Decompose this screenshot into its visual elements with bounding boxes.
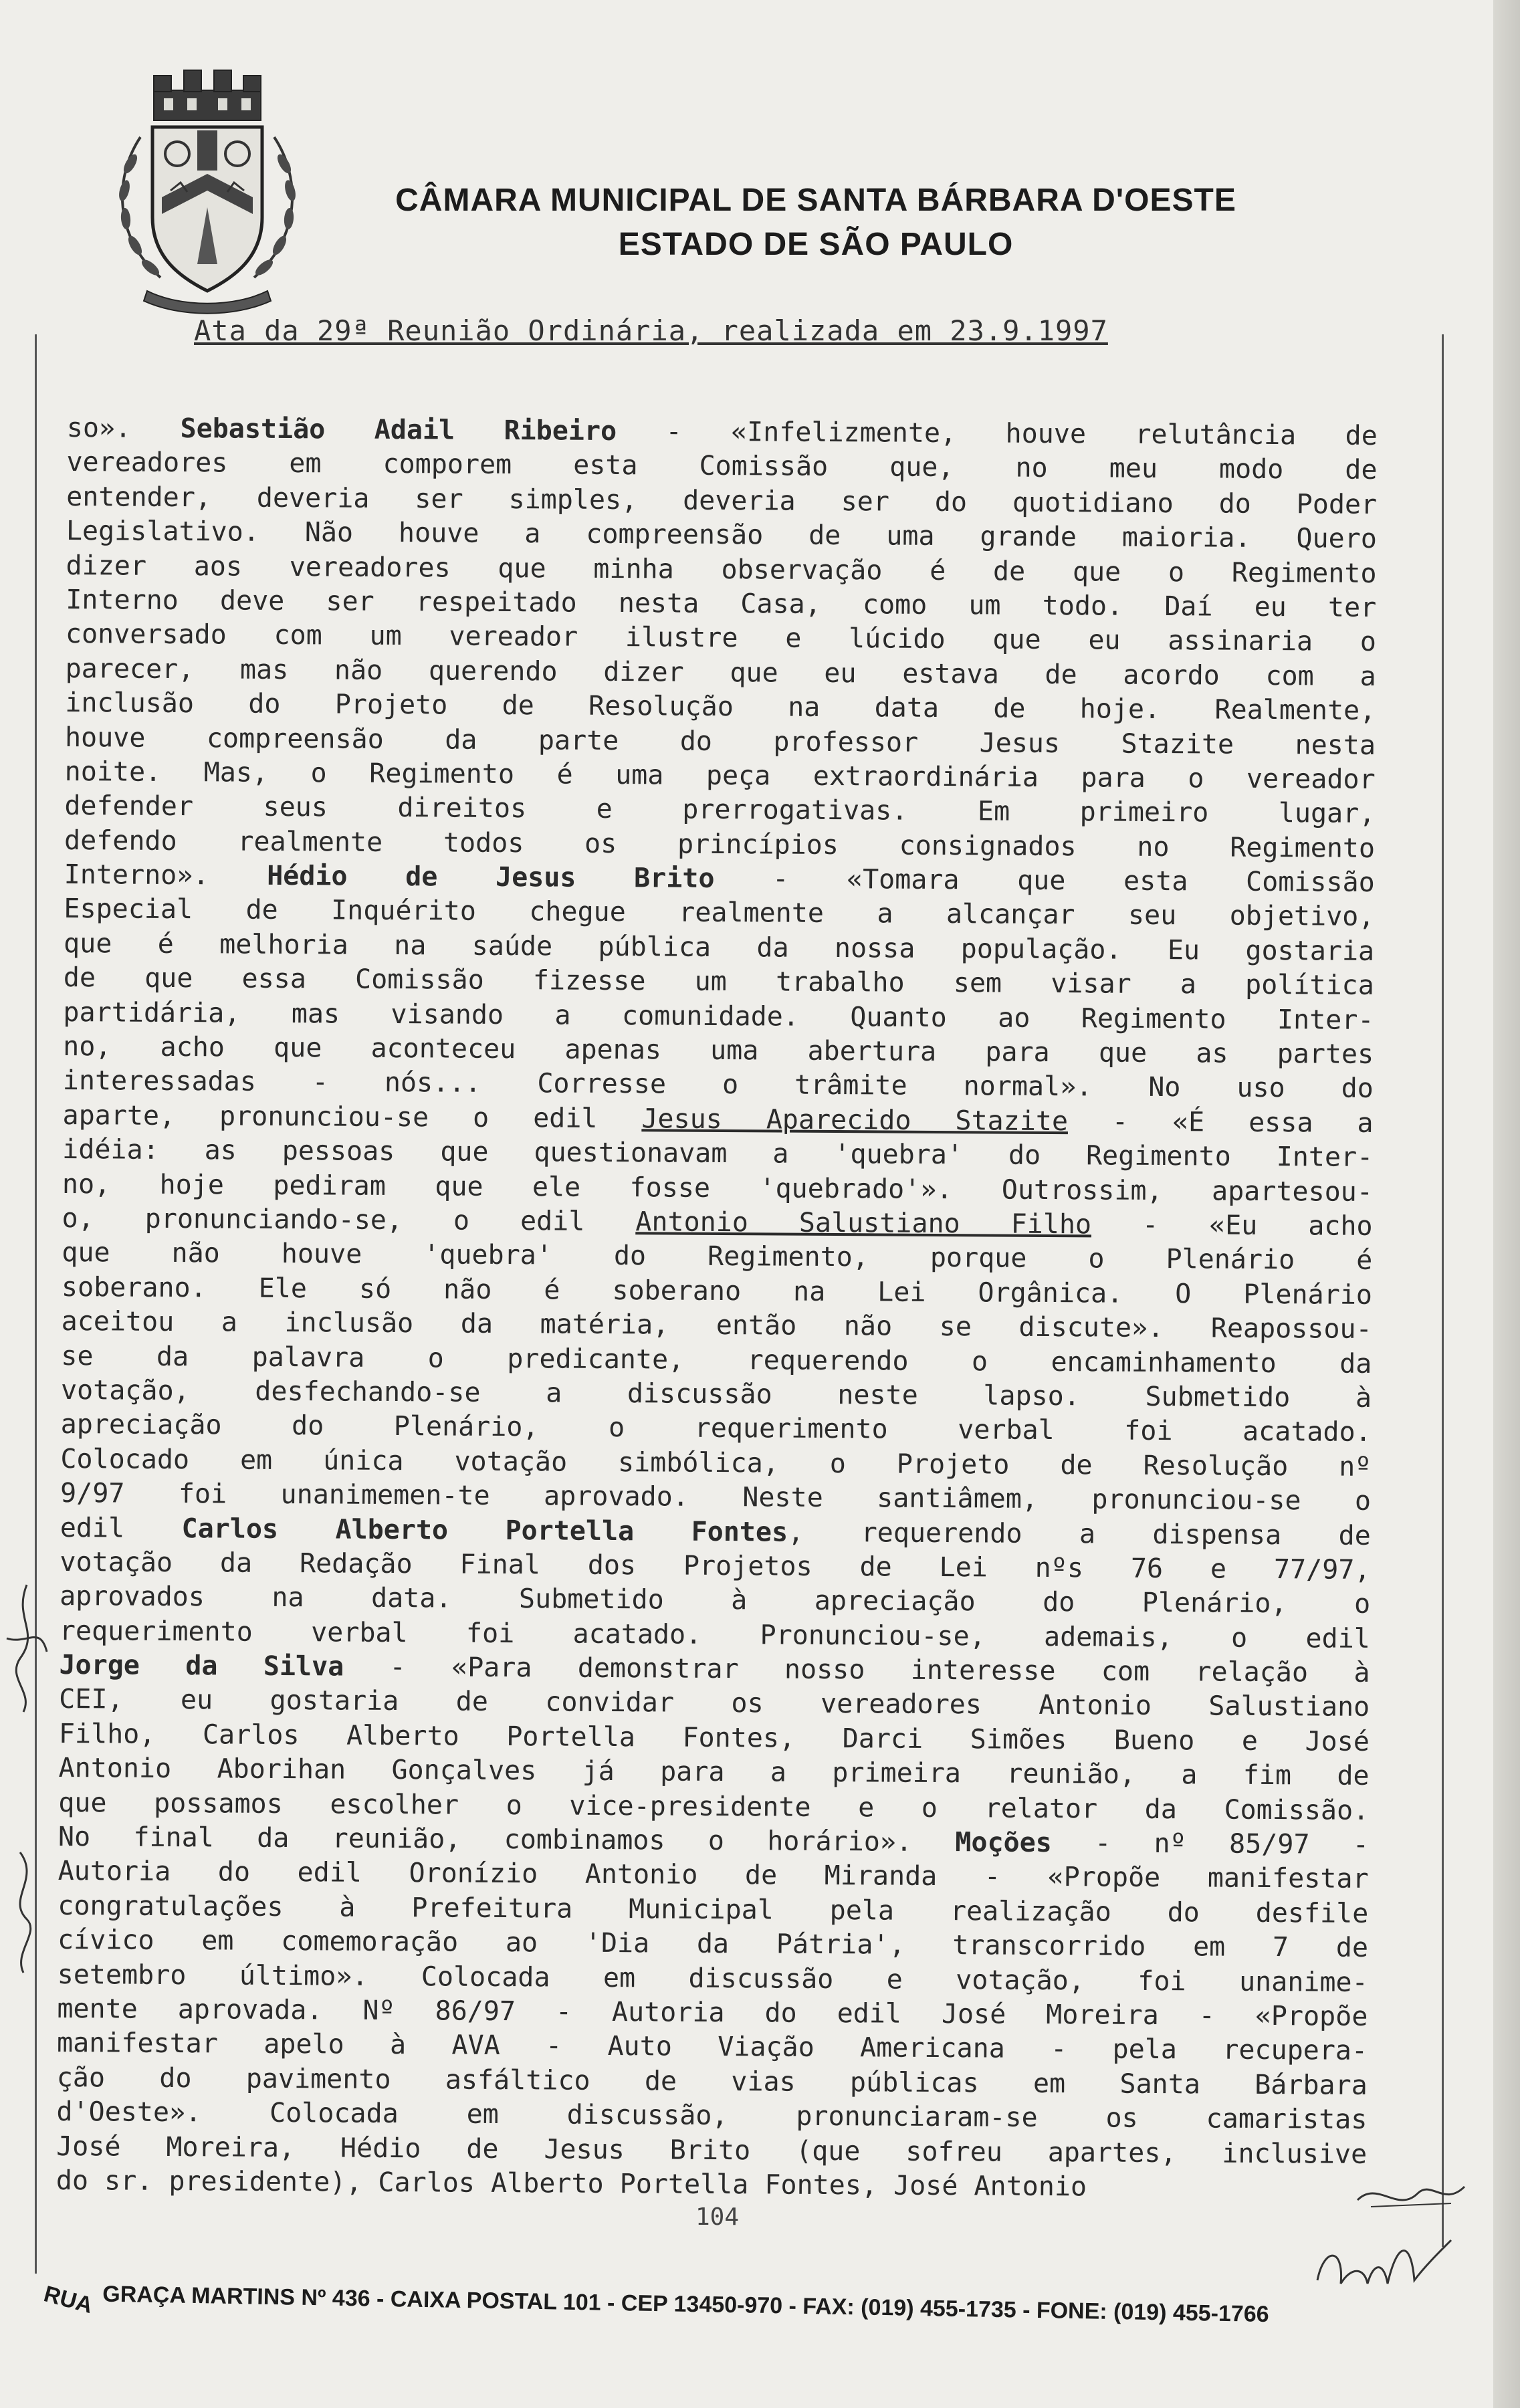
body-text-segment: d'Oeste». Colocada em discussão, pronunciaram-se os camaristas — [56, 2096, 1368, 2136]
body-text-segment: no, acho que aconteceu apenas uma abertura para que as partes — [63, 1031, 1374, 1070]
body-text-segment: José Moreira, Hédio de Jesus Brito (que sofreu apartes, inclusive — [56, 2130, 1368, 2170]
body-text-segment: setembro último». Colocada em discussão e votação, foi unanime- — [57, 1959, 1368, 1998]
speaker-name: Moções — [955, 1827, 1052, 1859]
body-text-segment: interessadas - nós... Corresse o trâmite normal». No uso do — [62, 1065, 1374, 1105]
body-text-segment: manifestar apelo à AVA - Auto Viação Americana - pela recupera- — [56, 2028, 1368, 2067]
body-text-segment: idéia: as pessoas que questionavam a 'quebra' do Regimento Inter- — [62, 1134, 1374, 1174]
minutes-title: Ata da 29ª Reunião Ordinária, realizada em 23.9.1997 — [194, 314, 1108, 347]
body-text-segment: mente aprovada. Nº 86/97 - Autoria do edil José Moreira - «Propõe — [57, 1993, 1368, 2032]
body-text-segment: entender, deveria ser simples, deveria ser do quotidiano do Poder — [66, 481, 1378, 520]
body-text-segment: defendo realmente todos os princípios consignados no Regimento — [64, 825, 1376, 864]
bottom-signature — [1311, 2227, 1464, 2307]
underlined-name: Jesus Aparecido Stazite — [641, 1103, 1069, 1137]
body-text-segment: inclusão do Projeto de Resolução na data de hoje. Realmente, — [65, 687, 1376, 727]
minutes-body — [56, 411, 1378, 2206]
body-text-segment: CEI, eu gostaria de convidar os vereadores Antonio Salustiano — [59, 1684, 1370, 1723]
body-text-segment: requerimento verbal foi acatado. Pronunciou-se, ademais, o edil — [59, 1615, 1370, 1654]
body-text-segment: parecer, mas não querendo dizer que eu estava de acordo com a — [65, 653, 1376, 692]
body-text-segment: cívico em comemoração ao 'Dia da Pátria', transcorrido em 7 de — [57, 1925, 1369, 1964]
body-text-segment: se da palavra o predicante, requerendo o encaminhamento da — [61, 1340, 1372, 1380]
underlined-name: Antonio Salustiano Filho — [635, 1206, 1092, 1240]
body-text-segment: - «Para demonstrar nosso interesse com relação à — [344, 1651, 1370, 1688]
body-text-segment: o, pronunciando-se, o edil — [62, 1202, 636, 1238]
speaker-name: Carlos Alberto Portella Fontes — [181, 1513, 788, 1548]
body-text-segment: defender seus direitos e prerrogativas. Em primeiro lugar, — [64, 790, 1376, 830]
body-text-segment: apreciação do Plenário, o requerimento verbal foi acatado. — [60, 1409, 1372, 1448]
body-text-segment: - «Infelizmente, houve relutância de — [616, 416, 1378, 451]
speaker-name: Jorge da Silva — [59, 1650, 344, 1682]
body-text-segment: partidária, mas visando a comunidade. Quanto ao Regimento Inter- — [63, 996, 1374, 1036]
body-text-segment: aprovados na data. Submetido à apreciação do Plenário, o — [60, 1581, 1371, 1620]
body-text-segment: Autoria do edil Oronízio Antonio de Miranda - «Propõe manifestar — [58, 1856, 1369, 1895]
body-text-segment: no, hoje pediram que ele fosse 'quebrado'». Outrossim, apartesou- — [62, 1168, 1374, 1208]
body-text-segment: conversado com um vereador ilustre e lúcido que eu assinaria o — [65, 619, 1377, 658]
body-text-segment: - «É essa a — [1067, 1105, 1374, 1139]
body-text-segment: edil — [60, 1512, 182, 1544]
left-margin-rule — [35, 334, 37, 2274]
body-text-segment: votação, desfechando-se a discussão neste lapso. Submetido à — [60, 1374, 1372, 1414]
body-text-segment: de que essa Comissão fizesse um trabalho sem visar a política — [63, 962, 1374, 1002]
page-number: 104 — [695, 2203, 740, 2231]
state-name: ESTADO DE SÃO PAULO — [618, 227, 1014, 262]
body-text-segment: Interno deve ser respeitado nesta Casa, como um todo. Daí eu ter — [66, 584, 1377, 623]
body-text-segment: Antonio Aborihan Gonçalves já para a primeira reunião, a fim de — [58, 1753, 1370, 1792]
body-text-segment: , requerendo a dispensa de — [788, 1517, 1371, 1551]
body-text-segment: Filho, Carlos Alberto Portella Fontes, Darci Simões Bueno e José — [58, 1718, 1370, 1757]
coat-of-arms-icon — [100, 64, 314, 318]
body-text-segment: aparte, pronunciou-se o edil — [62, 1099, 642, 1135]
footer-address-prefix: RUA — [41, 2281, 96, 2319]
binding-edge — [1493, 0, 1520, 2408]
margin-signature-2 — [0, 1846, 47, 1979]
body-text-segment: Legislativo. Não houve a compreensão de uma grande maioria. Quero — [66, 516, 1378, 555]
body-text-segment: - nº 85/97 - — [1051, 1828, 1370, 1860]
body-text-segment: 9/97 foi unanimemen-te aprovado. Neste santiâmem, pronunciou-se o — [60, 1478, 1372, 1517]
speaker-name: Sebastião Adail Ribeiro — [180, 413, 617, 447]
body-text-segment: soberano. Ele só não é soberano na Lei Orgânica. O Plenário — [61, 1271, 1373, 1311]
body-text-segment: que não houve 'quebra' do Regimento, porque o Plenário é — [62, 1237, 1373, 1277]
body-text-segment: houve compreensão da parte do professor Jesus Stazite nesta — [64, 722, 1376, 761]
right-margin-rule — [1442, 334, 1444, 2247]
footer-address — [41, 2280, 1445, 2331]
footer-address-text: GRAÇA MARTINS Nº 436 - CAIXA POSTAL 101 - CEP 13450-970 - FAX: (019) 455-1735 - FONE: (019) 455-1766 — [102, 2281, 1269, 2328]
body-text-segment: congratulações à Prefeitura Municipal pela realização do desfile — [58, 1890, 1369, 1929]
body-text-segment: noite. Mas, o Regimento é uma peça extraordinária para o vereador — [64, 756, 1376, 795]
margin-signature-1 — [0, 1578, 53, 1725]
body-text-segment: votação da Redação Final dos Projetos de Lei nºs 76 e 77/97, — [60, 1546, 1371, 1585]
body-text-segment: No final da reunião, combinamos o horário». — [58, 1821, 956, 1858]
body-text-segment: do sr. presidente), Carlos Alberto Portella Fontes, José Antonio — [56, 2165, 1087, 2203]
body-text-segment: Interno». — [64, 859, 267, 891]
body-text-segment: so». — [66, 412, 181, 445]
chamber-name: CÂMARA MUNICIPAL DE SANTA BÁRBARA D'OESTE — [395, 183, 1236, 218]
body-text-segment: aceitou a inclusão da matéria, então não se discute». Reapossou- — [61, 1306, 1372, 1345]
speaker-name: Hédio de Jesus Brito — [267, 860, 715, 895]
body-text-segment: ção do pavimento asfáltico de vias públicas em Santa Bárbara — [56, 2062, 1368, 2101]
body-text-segment: Colocado em única votação simbólica, o Projeto de Resolução nº — [60, 1443, 1372, 1483]
body-text-segment: dizer aos vereadores que minha observação é de que o Regimento — [66, 550, 1377, 589]
body-text-segment: Especial de Inquérito chegue realmente a alcançar seu objetivo, — [64, 893, 1375, 933]
body-text-segment: que possamos escolher o vice-presidente e o relator da Comissão. — [58, 1787, 1370, 1826]
body-text-segment: - «Tomara que esta Comissão — [714, 863, 1375, 899]
initials-signature — [1351, 2167, 1471, 2227]
body-text-segment: - «Eu acho — [1091, 1209, 1373, 1242]
body-text-segment: que é melhoria na saúde pública da nossa população. Eu gostaria — [63, 927, 1375, 967]
body-text-segment: vereadores em comporem esta Comissão que, no meu modo de — [66, 447, 1378, 486]
